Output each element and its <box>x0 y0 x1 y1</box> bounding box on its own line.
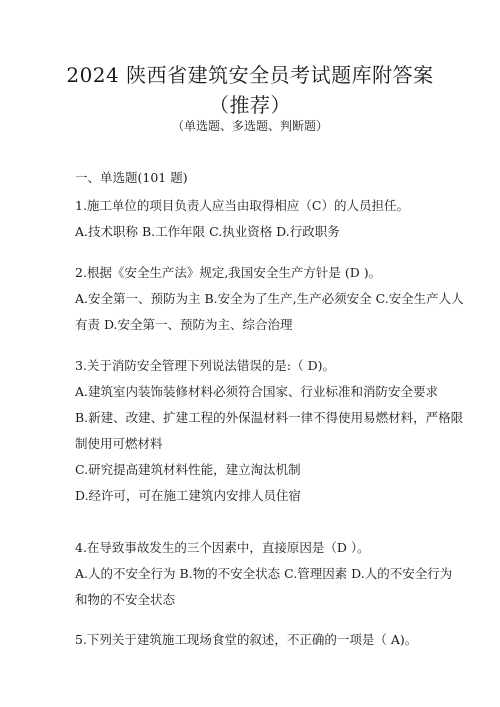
question-1-stem: 1.施工单位的项目负责人应当由取得相应（C）的人员担任。 <box>75 198 409 213</box>
question-4-options-line-2: 和物的不安全状态 <box>75 592 176 607</box>
section-title: 一、单选题(101 题) <box>75 170 188 185</box>
question-3-option-c: C.研究提高建筑材料性能，建立淘汰机制 <box>75 462 301 477</box>
document-subtitle: （单选题、多选题、判断题） <box>171 119 328 133</box>
question-3-option-a: A.建筑室内装饰装修材料必须符合国家、行业标准和消防安全要求 <box>75 384 439 399</box>
question-3-option-b-line-1: B.新建、改建、扩建工程的外保温材料一律不得使用易燃材料，严格限 <box>75 410 464 425</box>
question-4-options-line-1: A.人的不安全行为 B.物的不安全状态 C.管理因素 D.人的不安全行为 <box>75 566 453 581</box>
question-2-stem: 2.根据《安全生产法》规定,我国安全生产方针是 (D )。 <box>75 265 382 280</box>
question-3-option-d: D.经许可，可在施工建筑内安排人员住宿 <box>75 488 302 503</box>
question-3-option-b-line-2: 制使用可燃材料 <box>75 436 163 451</box>
question-1-options-line-1: A.技术职称 B.工作年限 C.执业资格 D.行政职务 <box>75 224 340 239</box>
question-2-options-line-2: 有责 D.安全第一、预防为主、综合治理 <box>75 317 293 332</box>
question-2-options-line-1: A.安全第一、预防为主 B.安全为了生产,生产必须安全 C.安全生产人人 <box>75 291 464 306</box>
question-4-stem: 4.在导致事故发生的三个因素中，直接原因是（D ）。 <box>75 540 370 555</box>
question-3-stem: 3.关于消防安全管理下列说法错误的是:（ D)。 <box>75 358 336 373</box>
question-5-stem: 5.下列关于建筑施工现场食堂的叙述，不正确的一项是（ A)。 <box>75 632 418 647</box>
document-title: 2024 陕西省建筑安全员考试题库附答案（推荐） <box>66 63 434 117</box>
